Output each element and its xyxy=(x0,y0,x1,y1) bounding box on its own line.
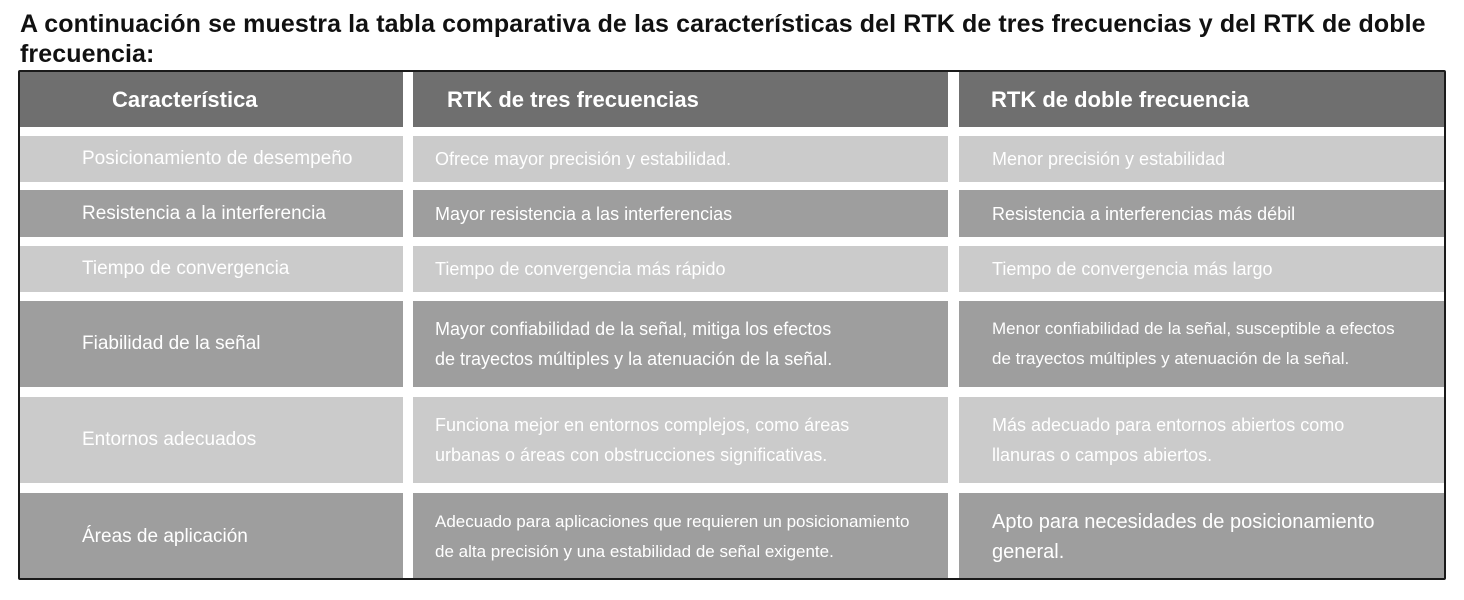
table-row-4-characteristic xyxy=(20,301,403,387)
table-row-3-dual xyxy=(959,246,1446,292)
cell-text: Resistencia a interferencias más débil xyxy=(992,203,1296,224)
table-row-6-tri xyxy=(413,493,948,580)
header-tri-frequency xyxy=(413,72,948,127)
comparison-table xyxy=(18,70,1446,580)
table-row-3-tri xyxy=(413,246,948,292)
cell-text: Menor confiabilidad de la señal, susceptible a efectos de trayectos múltiples y atenuación de la señal. xyxy=(992,319,1395,368)
table-row-1-characteristic xyxy=(20,136,403,182)
header-label: RTK de tres frecuencias xyxy=(447,86,699,112)
header-characteristic xyxy=(20,72,403,127)
cell-text: Entornos adecuados xyxy=(82,429,257,450)
cell-text: Áreas de aplicación xyxy=(82,525,248,547)
cell-text: Mayor resistencia a las interferencias xyxy=(435,203,733,224)
table-row-5-characteristic xyxy=(20,397,403,483)
cell-text: Más adecuado para entornos abiertos como llanuras o campos abiertos. xyxy=(992,415,1345,465)
table-row-5-dual xyxy=(959,397,1446,483)
cell-text: Menor precisión y estabilidad xyxy=(992,149,1226,169)
page-heading: A continuación se muestra la tabla comparativa de las características del RTK de tres frecuencias y del RTK de doble frecuencia: xyxy=(20,10,1426,68)
header-dual-frequency xyxy=(959,72,1446,127)
cell-text: Mayor confiabilidad de la señal, mitiga los efectos de trayectos múltiples y la atenuación de la señal. xyxy=(435,319,833,369)
table-row-4-dual xyxy=(959,301,1446,387)
table-row-5-tri xyxy=(413,397,948,483)
table-row-4-tri xyxy=(413,301,948,387)
cell-text: Tiempo de convergencia más rápido xyxy=(435,259,726,279)
header-label: Característica xyxy=(112,86,258,112)
header-label: RTK de doble frecuencia xyxy=(991,86,1249,112)
cell-text: Apto para necesidades de posicionamiento general. xyxy=(992,510,1375,563)
cell-text: Funciona mejor en entornos complejos, como áreas urbanas o áreas con obstrucciones significativas. xyxy=(435,415,850,465)
cell-text: Tiempo de convergencia más largo xyxy=(992,259,1273,279)
table-row-2-characteristic xyxy=(20,190,403,237)
table-row-6-dual xyxy=(959,493,1446,580)
table-row-6-characteristic xyxy=(20,493,403,580)
cell-text: Posicionamiento de desempeño xyxy=(82,148,353,169)
cell-text: Resistencia a la interferencia xyxy=(82,202,326,224)
table-row-2-tri xyxy=(413,190,948,237)
cell-text: Fiabilidad de la señal xyxy=(82,333,261,354)
table-row-1-tri xyxy=(413,136,948,182)
cell-text: Ofrece mayor precisión y estabilidad. xyxy=(435,149,732,169)
cell-text: Adecuado para aplicaciones que requieren un posicionamiento de alta precisión y una estabilidad de señal exigente. xyxy=(435,511,910,561)
table-row-2-dual xyxy=(959,190,1446,237)
cell-text: Tiempo de convergencia xyxy=(82,258,290,279)
table-row-3-characteristic xyxy=(20,246,403,292)
table-row-1-dual xyxy=(959,136,1446,182)
